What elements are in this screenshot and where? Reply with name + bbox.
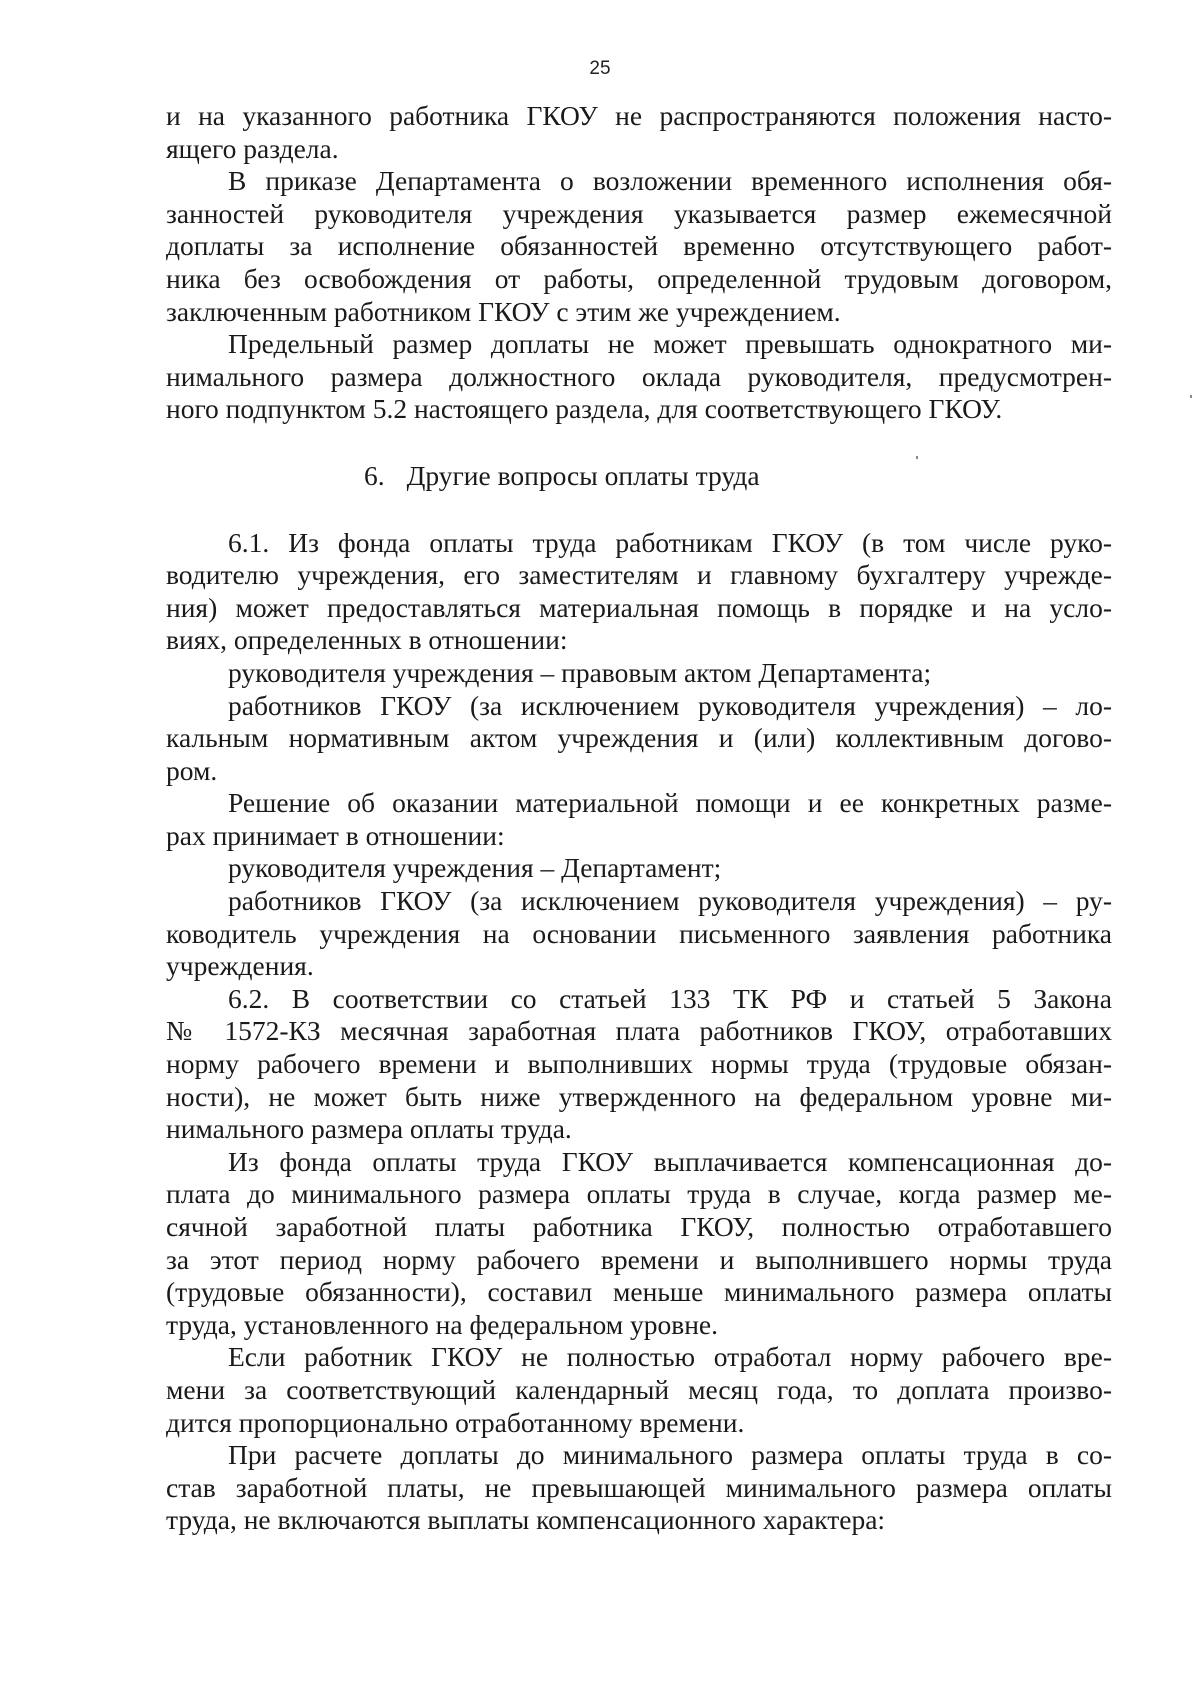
page-number: 25	[589, 58, 611, 79]
text-line: В приказе Департамента о возложении временного исполнения обя-	[228, 165, 1112, 197]
paragraph	[166, 1341, 1112, 1439]
section-title: Другие вопросы оплаты труда	[406, 459, 760, 491]
text-line: норму рабочего времени и выполнивших нормы труда (трудовые обязан-	[166, 1048, 1112, 1080]
text-line: 6.2. В соответствии со статьей 133 ТК РФ и статьей 5 Закона	[228, 982, 1112, 1014]
text-line: Если работник ГКОУ не полностью отработал норму рабочего вре-	[228, 1341, 1112, 1373]
text-line: руководителя учреждения – правовым актом Департамента;	[228, 656, 932, 688]
text-line: ководитель учреждения на основании письменного заявления работника	[166, 917, 1112, 949]
text-line: заключенным работником ГКОУ с этим же учреждением.	[166, 295, 841, 327]
text-line: ности), не может быть ниже утвержденного на федеральном уровне ми-	[166, 1080, 1112, 1112]
paragraph	[166, 165, 1112, 328]
paragraph	[166, 852, 1112, 885]
text-line: (трудовые обязанности), составил меньше минимального размера оплаты	[166, 1276, 1112, 1308]
text-line: сячной заработной платы работника ГКОУ, полностью отработавшего	[166, 1211, 1112, 1242]
section-heading	[166, 460, 1112, 493]
text-line: мени за соответствующий календарный месяц года, то доплата произво-	[166, 1373, 1112, 1405]
text-line: водителю учреждения, его заместителям и главному бухгалтеру учрежде-	[166, 559, 1112, 591]
text-line: ром.	[166, 754, 218, 786]
scan-speck	[916, 456, 918, 459]
text-line: виях, определенных в отношении:	[166, 624, 568, 656]
paragraph	[166, 527, 1112, 657]
text-line: и на указанного работника ГКОУ не распространяются положения насто-	[166, 100, 1112, 131]
section-number: 6.	[364, 459, 385, 491]
text-line: доплаты за исполнение обязанностей временно отсутствующего работ-	[166, 230, 1112, 262]
text-line: работников ГКОУ (за исключением руководителя учреждения) – ло-	[228, 689, 1112, 721]
paragraph	[166, 1439, 1112, 1537]
text-line: за этот период норму рабочего времени и выполнившего нормы труда	[166, 1243, 1112, 1275]
paragraph	[166, 885, 1112, 983]
document-body	[166, 100, 1112, 1537]
text-line: работников ГКОУ (за исключением руководителя учреждения) – ру-	[228, 885, 1112, 917]
text-line: нимального размера оплаты труда.	[166, 1113, 572, 1145]
text-line: ящего раздела.	[166, 132, 339, 164]
text-line: № 1572-КЗ месячная заработная плата работников ГКОУ, отработавших	[166, 1015, 1112, 1047]
text-line: кальным нормативным актом учреждения и (или) коллективным догово-	[166, 722, 1112, 754]
scan-speck	[1190, 395, 1192, 398]
text-line: Из фонда оплаты труда ГКОУ выплачивается компенсационная до-	[228, 1145, 1112, 1177]
text-line: став заработной платы, не превышающей минимального размера оплаты	[166, 1471, 1112, 1503]
paragraph	[166, 1146, 1112, 1342]
paragraph	[166, 657, 1112, 690]
text-line: Предельный размер доплаты не может превышать однократного ми-	[228, 328, 1112, 360]
paragraph	[166, 787, 1112, 852]
text-line: труда, не включаются выплаты компенсационного характера:	[166, 1504, 886, 1536]
text-line: дится пропорционально отработанному времени.	[166, 1406, 745, 1438]
text-line: занностей руководителя учреждения указывается размер ежемесячной	[166, 197, 1112, 229]
text-line: ника без освобождения от работы, определенной трудовым договором,	[166, 262, 1112, 294]
paragraph	[166, 100, 1112, 165]
paragraph	[166, 983, 1112, 1146]
text-line: нимального размера должностного оклада руководителя, предусмотрен-	[166, 360, 1112, 392]
text-line: ния) может предоставляться материальная помощь в порядке и на усло-	[166, 591, 1112, 623]
text-line: руководителя учреждения – Департамент;	[228, 852, 722, 884]
text-line: учреждения.	[166, 950, 314, 982]
text-line: труда, установленного на федеральном уровне.	[166, 1308, 719, 1340]
text-line: рах принимает в отношении:	[166, 819, 505, 851]
paragraph	[166, 690, 1112, 788]
text-line: ного подпунктом 5.2 настоящего раздела, для соответствующего ГКОУ.	[166, 393, 1003, 425]
text-line: 6.1. Из фонда оплаты труда работникам ГКОУ (в том числе руко-	[228, 526, 1112, 558]
text-line: Решение об оказании материальной помощи и ее конкретных разме-	[228, 787, 1112, 819]
paragraph	[166, 328, 1112, 426]
text-line: При расчете доплаты до минимального размера оплаты труда в со-	[228, 1439, 1112, 1471]
text-line: плата до минимального размера оплаты труда в случае, когда размер ме-	[166, 1178, 1112, 1210]
